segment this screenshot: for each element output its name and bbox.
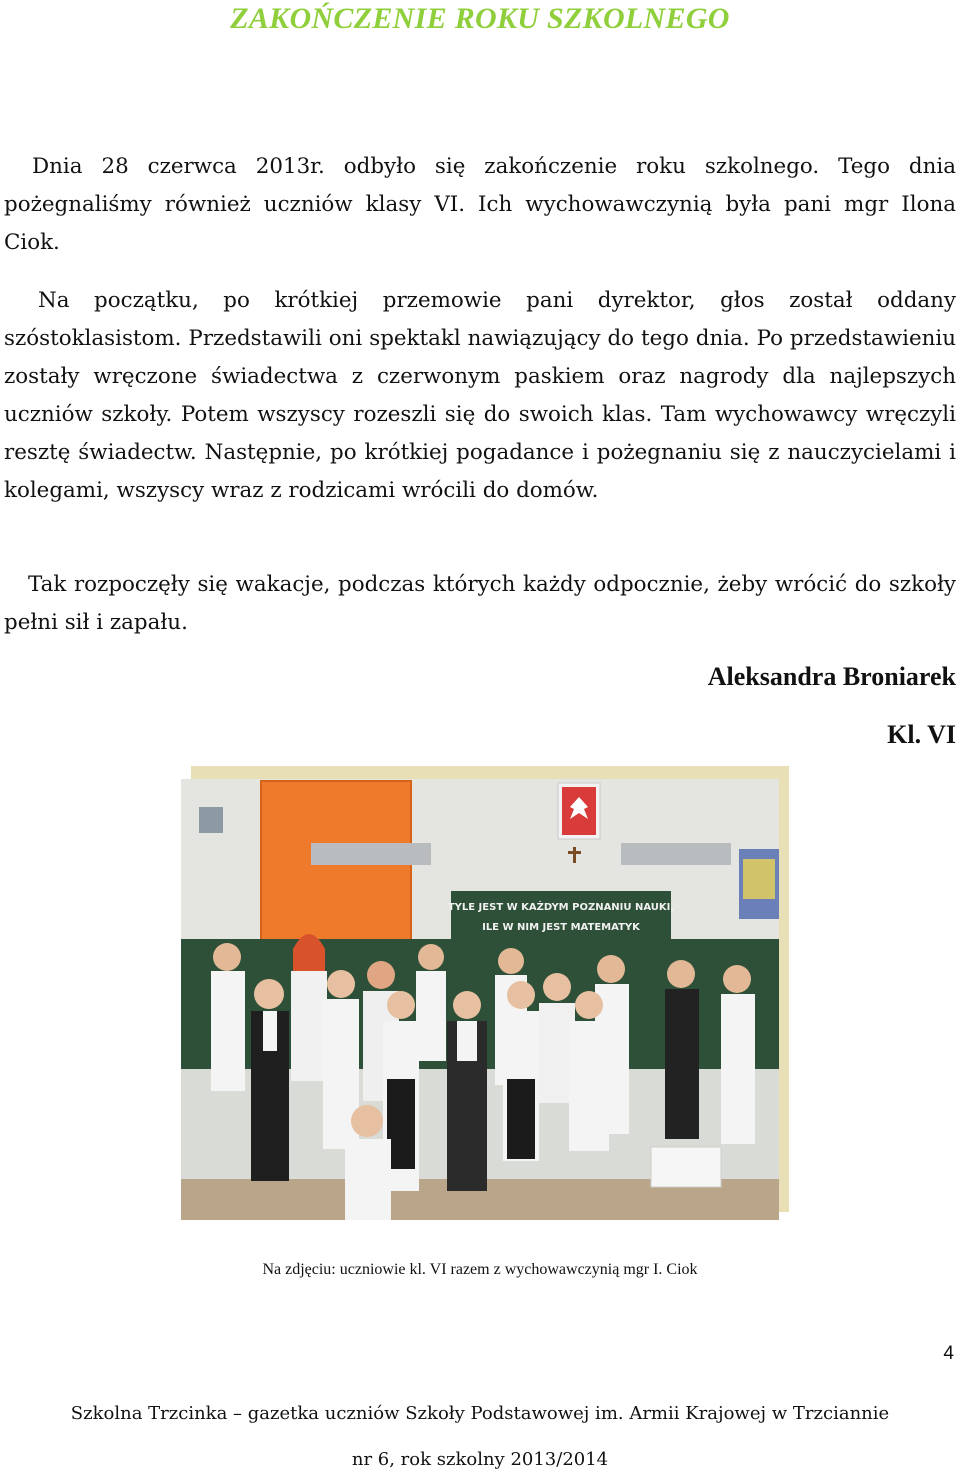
page-number: 4 xyxy=(943,1343,954,1364)
author-name: Aleksandra Broniarek xyxy=(707,662,956,691)
photo-caption: Na zdjęciu: uczniowie kl. VI razem z wychowawczynią mgr I. Ciok xyxy=(262,1261,698,1278)
motto-line-2: ILE W NIM JEST MATEMATYK xyxy=(482,922,640,933)
page-title: ZAKOŃCZENIE ROKU SZKOLNEGO xyxy=(230,2,730,35)
vent-grille xyxy=(199,807,223,833)
ceiling-light xyxy=(311,843,431,865)
paragraph-2: Na początku, po krótkiej przemowie pani dyrektor, głos został oddany szóstoklasistom. Przedstawili oni spektakl nawiązujący do tego dnia. Po przedstawieniu zostały wręczone świadectwa z czerwonym paskiem oraz nagrody dla najlepszych uczniów szkoły. Potem wszyscy rozeszli się do swoich klas. Tam wychowawcy wręczyli resztę świadectw. Następnie, po krótkiej pogadance i pożegnaniu się z nauczycielami i kolegami, wszyscy wraz z rodzicami wrócili do domów. xyxy=(4,288,956,503)
ceiling-light xyxy=(621,843,731,865)
paragraph-3: Tak rozpoczęły się wakacje, podczas których każdy odpocznie, żeby wrócić do szkoły pełni sił i zapału. xyxy=(4,572,956,635)
gift-bag xyxy=(651,1147,721,1187)
class-photo xyxy=(181,779,779,1220)
orange-poster xyxy=(261,781,411,961)
author-class: Kl. VI xyxy=(887,720,956,749)
cross-icon xyxy=(573,847,576,863)
paragraph-1: Dnia 28 czerwca 2013r. odbyło się zakończenie roku szkolnego. Tego dnia pożegnaliśmy również uczniów klasy VI. Ich wychowawczynią była pani mgr Ilona Ciok. xyxy=(4,154,956,255)
footer-publication: Szkolna Trzcinka – gazetka uczniów Szkoły Podstawowej im. Armii Krajowej w Trzciannie xyxy=(70,1403,890,1424)
motto-line-1: TYLE JEST W KAŻDYM POZNANIU NAUKI, xyxy=(447,902,675,913)
class-photo-illustration xyxy=(181,779,779,1220)
footer-issue: nr 6, rok szkolny 2013/2014 xyxy=(351,1449,609,1470)
motto-board xyxy=(451,891,671,945)
